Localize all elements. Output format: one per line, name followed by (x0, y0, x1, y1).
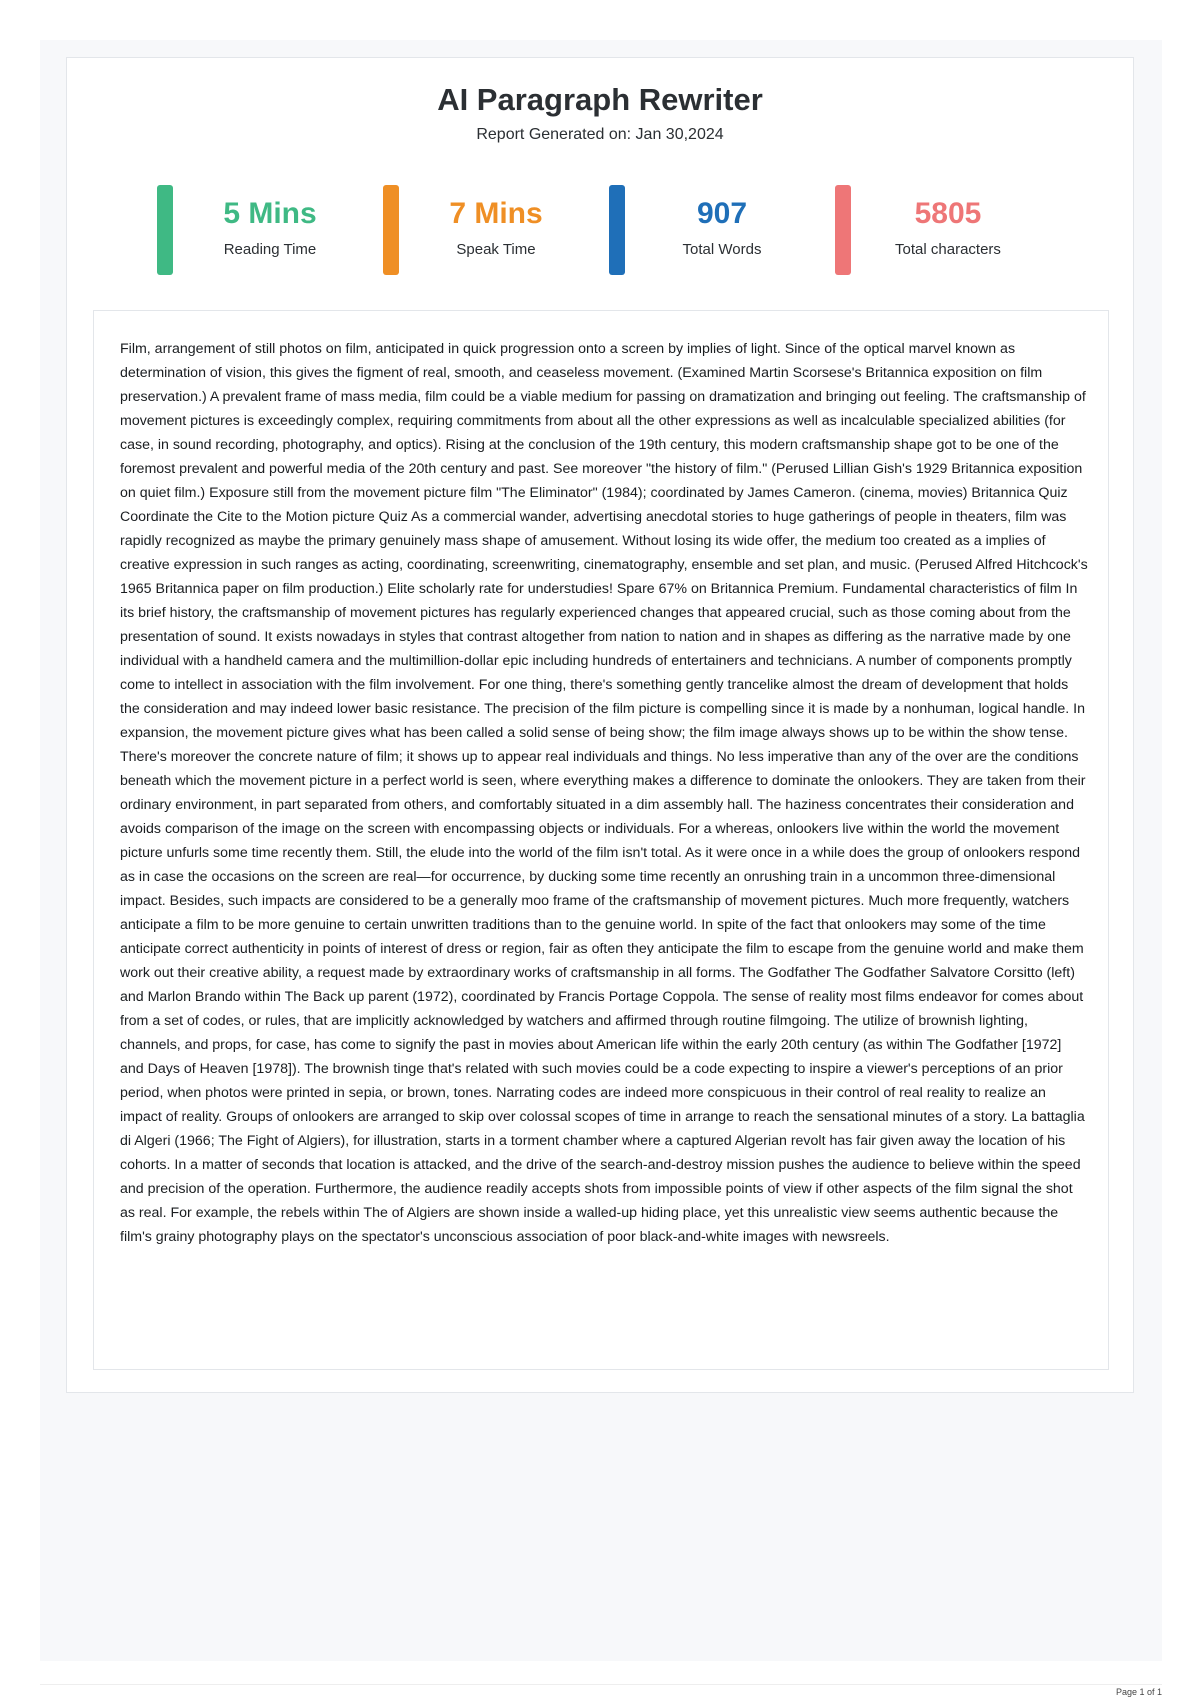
stat-label: Reading Time (223, 241, 317, 258)
stat-value: 5805 (914, 197, 982, 230)
stat-reading-time (157, 185, 367, 275)
report-date: Report Generated on: Jan 30,2024 (476, 126, 724, 143)
stat-color-bar (609, 185, 625, 275)
page-number: Page 1 of 1 (1115, 1687, 1162, 1697)
stat-total-words (609, 185, 819, 275)
stat-total-characters (835, 185, 1045, 275)
stat-value: 7 Mins (449, 197, 543, 230)
stat-color-bar (835, 185, 851, 275)
stat-value: 907 (696, 197, 748, 230)
rewritten-paragraph: Film, arrangement of still photos on film, anticipated in quick progression onto a screen by implies of light. Since of the optical marvel known as determination of vision, this gives the figment of real, smooth, and ceaseless movement. (Examined Martin Scorsese's Britannica exposition on film preservation.) A prevalent frame of mass media, film could be a viable medium for passing on dramatization and bringing out feeling. The craftsmanship of movement pictures is exceedingly complex, requiring commitments from about all the other expressions as well as incalculable specialized abilities (for case, in sound recording, photography, and optics). Rising at the conclusion of the 19th century, this modern craftsmanship shape got to be one of the foremost prevalent and powerful media of the 20th century and past. See moreover "the history of film." (Perused Lillian Gish's 1929 Britannica exposition on quiet film.) Exposure still from the movement picture film "The Eliminator" (1984); coordinated by James Cameron. (cinema, movies) Britannica Quiz Coordinate the Cite to the Motion picture Quiz As a commercial wander, advertising anecdotal stories to huge gatherings of people in theaters, film was rapidly recognized as maybe the primary genuinely mass shape of amusement. Without losing its wide offer, the medium too created as a implies of creative expression in such ranges as acting, coordinating, screenwriting, cinematography, ensemble and set plan, and music. (Perused Alfred Hitchcock's 1965 Britannica paper on film production.) Elite scholarly rate for understudies! Spare 67% on Britannica Premium. Fundamental characteristics of film In its brief history, the craftsmanship of movement pictures has regularly experienced changes that appeared crucial, such as those coming about from the presentation of sound. It exists nowadays in styles that contrast altogether from nation to nation and in shapes as differing as the narrative made by one individual with a handheld camera and the multimillion-dollar epic including hundreds of entertainers and technicians. A number of components promptly come to intellect in association with the film involvement. For one thing, there's something gently trancelike almost the dream of development that holds the consideration and may indeed lower basic resistance. The precision of the film picture is compelling since it is made by a nonhuman, logical handle. In expansion, the movement picture gives what has been called a solid sense of being show; the film image always shows up to be within the show tense. There's moreover the concrete nature of film; it shows up to appear real individuals and things. No less imperative than any of the over are the conditions beneath which the movement picture in a perfect world is seen, where everything makes a difference to dominate the onlookers. They are taken from their ordinary environment, in part separated from others, and comfortably situated in a dim assembly hall. The haziness concentrates their consideration and avoids comparison of the image on the screen with encompassing objects or individuals. For a whereas, onlookers live within the world the movement picture unfurls some time recently them. Still, the elude into the world of the film isn't total. As it were once in a while does the group of onlookers respond as in case the occasions on the screen are real—for occurrence, by ducking some time recently an onrushing train in a uncommon three-dimensional impact. Besides, such impacts are considered to be a generally moo frame of the craftsmanship of movement pictures. Much more frequently, watchers anticipate a film to be more genuine to certain unwritten traditions than to the genuine world. In spite of the fact that onlookers may some of the time anticipate correct authenticity in points of interest of dress or region, fair as often they anticipate the film to escape from the genuine world and make them work out their creative ability, a request made by extraordinary works of craftsmanship in all forms. The Godfather The Godfather Salvatore Corsitto (left) and Marlon Brando within The Back up parent (1972), coordinated by Francis Portage Coppola. The sense of reality most films endeavor for comes about from a set of codes, or rules, that are implicitly acknowledged by watchers and affirmed through routine filmgoing. The utilize of brownish lighting, channels, and props, for case, has come to signify the past in movies about American life within the early 20th century (as within The Godfather [1972] and Days of Heaven [1978]). The brownish tinge that's related with such movies could be a code expecting to inspire a viewer's perceptions of an prior period, when photos were printed in sepia, or brown, tones. Narrating codes are indeed more conspicuous in their control of real reality to realize an impact of reality. Groups of onlookers are arranged to skip over colossal scopes of time in arrange to reach the sensational minutes of a story. La battaglia di Algeri (1966; The Fight of Algiers), for illustration, starts in a torment chamber where a captured Algerian revolt has fair given away the location of his cohorts. In a matter of seconds that location is attacked, and the drive of the search-and-destroy mission pushes the audience to believe within the speed and precision of the operation. Furthermore, the audience readily accepts shots from impossible points of view if other aspects of the film signal the shot as real. For example, the rebels within The of Algiers are shown inside a walled-up hiding place, yet this unrealistic view seems authentic because the film's grainy photography plays on the spectator's unconscious association of poor black-and-white images with newsreels. (120, 341, 1088, 1245)
stat-color-bar (157, 185, 173, 275)
stat-speak-time (383, 185, 593, 275)
stat-label: Speak Time (456, 241, 536, 258)
stat-label: Total characters (895, 241, 1001, 258)
stat-color-bar (383, 185, 399, 275)
rewritten-text-box (93, 310, 1109, 1370)
report-card (66, 57, 1134, 1393)
stat-value: 5 Mins (223, 197, 317, 230)
report-title: AI Paragraph Rewriter (437, 82, 763, 117)
footer-divider (40, 1684, 1162, 1685)
stat-label: Total Words (682, 241, 762, 258)
